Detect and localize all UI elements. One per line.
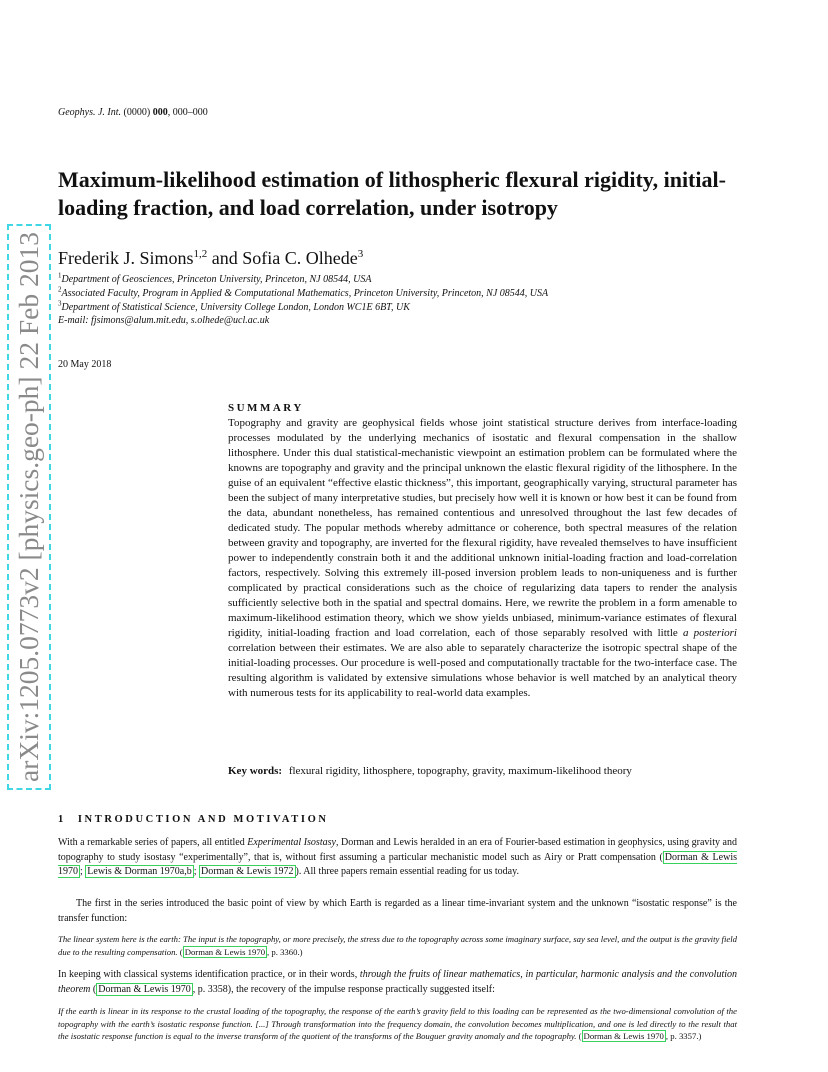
para1-sep-2: ; — [193, 866, 199, 877]
affiliation-2-text: Associated Faculty, Program in Applied & Computational Mathematics, Princeton University, Princeton, NJ 08544, USA — [61, 288, 549, 299]
author-connector: and — [207, 248, 243, 268]
summary-text-1: Topography and gravity are geophysical fields whose joint statistical structure derives from interface-loading processes modulated by the underlying mechanics of isostatic and flexural compensation in the shallow lithosphere. Under this dual statistical-mechanistic viewpoint an estimation problem can be formulated where the knowns are topography and gravity and the principal unknown the elastic flexural rigidity of the lithosphere. In the guise of an equivalent “effective elastic thickness”, this important, geographically varying, structural parameter has been the subject of many interpretative studies, but precisely how well it is known or how best it can be found from the data, abundant nonetheless, has remained contentious and unresolved throughout the last few decades of dedicated study. The popular methods whereby admittance or coherence, both spectral measures of the relation between gravity and topography, are inverted for the flexural rigidity, have revealed themselves to have insufficient power to independently constrain both it and the additional unknown initial-loading fraction and load-correlation factors, respectively. Solving this extremely ill-posed inversion problem leads to non-uniqueness and is further complicated by practical considerations such as the choice of regularizing data tapers to render the analysis sufficiently selective both in the spatial and spectral domains. Here, we rewrite the problem in a form amenable to maximum-likelihood estimation theory, which we show yields unbiased, minimum-variance estimates of flexural rigidity, initial-loading fraction and load correlation, each of those separably resolved with little — [228, 417, 737, 639]
summary-text-2: correlation between their estimates. We are also able to separately characterize the isotropic spectral shape of the initial-loading processes. Our procedure is well-posed and computationally tractable for the two-interface case. The resulting algorithm is validated by extensive simulations whose behavior is well matched by an analytical theory with numerous tests for its applicability to real-world data examples. — [228, 642, 737, 699]
paper-title: Maximum-likelihood estimation of lithospheric flexural rigidity, initial-loading fraction, and load correlation, under isotropy — [58, 167, 726, 220]
intro-paragraph-3 — [58, 968, 737, 997]
affiliation-1 — [58, 273, 371, 286]
para3-text-a: In keeping with classical systems identification practice, or in their words, — [58, 969, 360, 980]
arxiv-stamp[interactable] — [2, 222, 56, 792]
author-2-affil: 3 — [357, 248, 364, 260]
section-1-number: 1 — [58, 814, 66, 825]
affiliation-1-sup: 1 — [58, 271, 62, 280]
journal-year: (0000) — [123, 107, 151, 118]
author-line — [58, 248, 363, 269]
author-2: Sofia C. Olhede — [242, 248, 358, 268]
paper-date: 20 May 2018 — [58, 359, 112, 370]
intro-paragraph-1 — [58, 836, 737, 880]
author-1: Frederik J. Simons — [58, 248, 194, 268]
quote-1 — [58, 933, 737, 958]
email-line: E-mail: fjsimons@alum.mit.edu, s.olhede@ucl.ac.uk — [58, 315, 270, 326]
summary-heading: SUMMARY — [228, 402, 304, 414]
summary-italic: a posteriori — [682, 627, 737, 639]
quote2-open: ( — [576, 1031, 582, 1041]
quote1-tail: , p. 3360.) — [267, 946, 303, 957]
affiliation-2-sup: 2 — [58, 285, 62, 294]
citation-dorman-lewis-1970[interactable]: Dorman & Lewis 1970 — [58, 851, 737, 877]
affiliation-3-text: Department of Statistical Science, University College London, London WC1E 6BT, UK — [61, 302, 410, 313]
section-1-heading — [58, 814, 329, 825]
author-1-affil: 1,2 — [193, 248, 208, 260]
citation-lewis-dorman-1970ab[interactable]: Lewis & Dorman 1970a,b — [87, 866, 192, 877]
para1-text-d: ). All three papers remain essential reading for us today. — [295, 866, 519, 877]
quote-2 — [58, 1005, 737, 1043]
affiliation-1-text: Department of Geosciences, Princeton University, Princeton, NJ 08544, USA — [61, 274, 372, 285]
journal-name: Geophys. J. Int. — [58, 107, 122, 118]
para3-text-b: ( — [90, 983, 97, 995]
affiliation-2 — [58, 287, 548, 300]
arxiv-stamp-text[interactable]: arXiv:1205.0773v2 [physics.geo-ph] 22 Feb 2013 — [7, 224, 51, 790]
section-1-title: INTRODUCTION AND MOTIVATION — [77, 814, 329, 825]
citation-quote2[interactable]: Dorman & Lewis 1970 — [583, 1031, 664, 1041]
intro-paragraph-2: The first in the series introduced the basic point of view by which Earth is regarded as a linear time-invariant system and the unknown “isostatic response” is the transfer function: — [58, 898, 737, 924]
citation-quote1[interactable]: Dorman & Lewis 1970 — [184, 946, 266, 957]
para1-text-b: , Dorman and Lewis heralded in an era of Fourier-based estimation in geophysics, using gravity and topography to study isostasy “experimentally”, that is, without first assuming a particular mechanistic model such as Airy or Pratt compensation ( — [58, 837, 737, 863]
para3-text-c: , p. 3358), the recovery of the impulse response practically suggested itself: — [192, 983, 495, 995]
para1-italic: Experimental Isostasy — [247, 837, 336, 848]
para3-italic: through the fruits of linear mathematics, in particular, harmonic analysis and the convolution theorem — [58, 969, 738, 995]
quote2-text: If the earth is linear in its response to the crustal loading of the topography, the response of the earth’s gravity field to this loading can be represented as the two-dimensional convolution of the topography with the earth’s isostatic response function. [...] Through transformation into the frequency domain, the convolution becomes multiplication, and one is led directly to the result that the isostatic response function is equal to the inverse transform of the quotient of the transforms of the Bouguer gravity anomaly and the topography. — [58, 1006, 737, 1041]
quote1-open: ( — [177, 946, 183, 957]
para1-sep-1: ; — [80, 866, 86, 877]
quote1-text: The linear system here is the earth: The input is the topography, or more precisely, the stress due to the topography across some imaginary surface, say sea level, and the output is the gravity field due to the resulting compensation. — [58, 934, 737, 957]
journal-volume: 000 — [152, 107, 168, 118]
journal-header — [58, 107, 208, 118]
para1-text-a: With a remarkable series of papers, all entitled — [58, 837, 248, 848]
quote2-tail: , p. 3357.) — [665, 1031, 702, 1041]
affiliation-3-sup: 3 — [58, 299, 62, 308]
citation-dorman-lewis-1972[interactable]: Dorman & Lewis 1972 — [201, 866, 294, 877]
keywords-text: flexural rigidity, lithosphere, topography, gravity, maximum-likelihood theory — [288, 765, 632, 777]
summary-abstract — [228, 416, 737, 701]
affiliation-3 — [58, 301, 410, 314]
keywords-label: Key words: — [228, 765, 283, 777]
keywords-line — [228, 765, 632, 777]
citation-para3[interactable]: Dorman & Lewis 1970 — [98, 983, 191, 995]
journal-pages: , 000–000 — [167, 107, 208, 118]
